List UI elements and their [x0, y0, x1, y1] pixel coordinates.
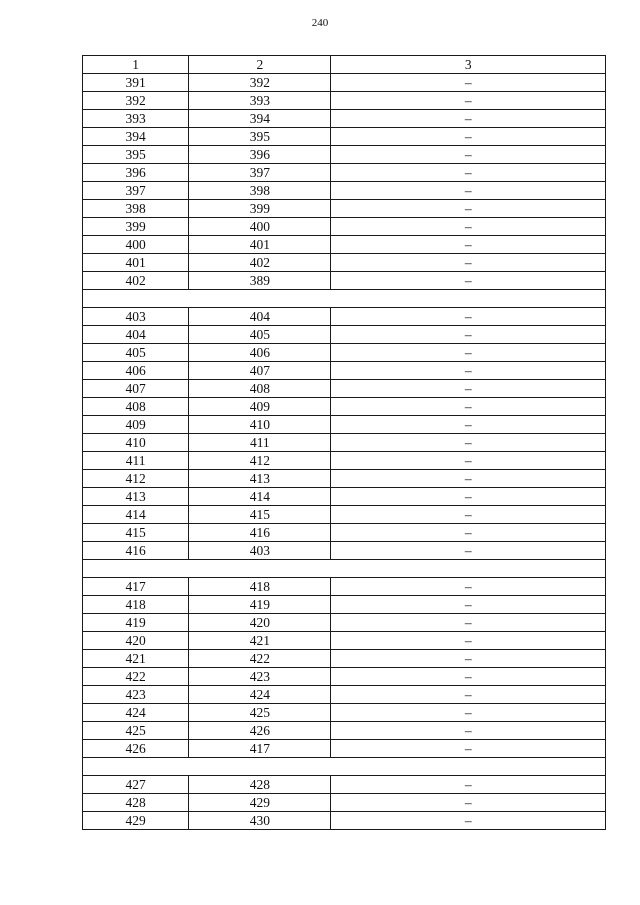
- table-cell-col-1: 423: [83, 686, 189, 704]
- table-cell-col-1: 396: [83, 164, 189, 182]
- table-row: [83, 326, 606, 344]
- group-separator-row: [83, 758, 606, 776]
- table-cell-col-1: 399: [83, 218, 189, 236]
- table-row: [83, 128, 606, 146]
- table-row: [83, 578, 606, 596]
- table-cell-col-2: 399: [189, 200, 331, 218]
- table-cell-col-2: 415: [189, 506, 331, 524]
- table-cell-col-1: 404: [83, 326, 189, 344]
- table-cell-col-3: –: [331, 74, 606, 92]
- table-cell-col-1: 418: [83, 596, 189, 614]
- table-cell-col-2: 412: [189, 452, 331, 470]
- table-cell-col-3: –: [331, 722, 606, 740]
- table-row: [83, 452, 606, 470]
- table-cell-col-1: 398: [83, 200, 189, 218]
- table-cell-col-2: 424: [189, 686, 331, 704]
- table-row: [83, 488, 606, 506]
- table-row: [83, 650, 606, 668]
- table-cell-col-3: –: [331, 686, 606, 704]
- table-cell-col-3: –: [331, 542, 606, 560]
- table-row: [83, 668, 606, 686]
- table-cell-col-2: 410: [189, 416, 331, 434]
- table-body: [83, 74, 606, 830]
- table-row: [83, 542, 606, 560]
- table-cell-col-3: –: [331, 416, 606, 434]
- column-header-1: 1: [83, 56, 189, 74]
- table-row: [83, 308, 606, 326]
- table-cell-col-2: 404: [189, 308, 331, 326]
- table-cell-col-3: –: [331, 596, 606, 614]
- table-cell-col-3: –: [331, 668, 606, 686]
- table-cell-col-2: 426: [189, 722, 331, 740]
- table-cell-col-1: 411: [83, 452, 189, 470]
- table-cell-col-1: 391: [83, 74, 189, 92]
- table-row: [83, 200, 606, 218]
- table-row: [83, 74, 606, 92]
- table-row: [83, 470, 606, 488]
- table-cell-col-2: 406: [189, 344, 331, 362]
- table-row: [83, 434, 606, 452]
- page-number: 240: [311, 17, 329, 29]
- table-cell-col-1: 412: [83, 470, 189, 488]
- table-cell-col-3: –: [331, 146, 606, 164]
- table-cell-col-1: 394: [83, 128, 189, 146]
- table-cell-col-3: –: [331, 272, 606, 290]
- table-row: [83, 380, 606, 398]
- table-cell-col-3: –: [331, 704, 606, 722]
- group-separator-cell: [83, 290, 606, 308]
- table-row: [83, 92, 606, 110]
- table-cell-col-3: –: [331, 614, 606, 632]
- table-cell-col-2: 422: [189, 650, 331, 668]
- table-cell-col-2: 393: [189, 92, 331, 110]
- table-cell-col-3: –: [331, 650, 606, 668]
- table-cell-col-1: 413: [83, 488, 189, 506]
- table-cell-col-3: –: [331, 632, 606, 650]
- table-row: [83, 182, 606, 200]
- table-cell-col-3: –: [331, 740, 606, 758]
- table-cell-col-1: 424: [83, 704, 189, 722]
- table-cell-col-1: 393: [83, 110, 189, 128]
- table-cell-col-2: 413: [189, 470, 331, 488]
- table-row: [83, 416, 606, 434]
- data-table: [82, 55, 606, 830]
- table-cell-col-3: –: [331, 308, 606, 326]
- table-cell-col-1: 400: [83, 236, 189, 254]
- table-cell-col-1: 421: [83, 650, 189, 668]
- table-row: [83, 524, 606, 542]
- table-cell-col-2: 419: [189, 596, 331, 614]
- table-cell-col-1: 426: [83, 740, 189, 758]
- table-cell-col-2: 425: [189, 704, 331, 722]
- table-cell-col-3: –: [331, 812, 606, 830]
- table-cell-col-2: 389: [189, 272, 331, 290]
- table-cell-col-2: 416: [189, 524, 331, 542]
- table-cell-col-1: 422: [83, 668, 189, 686]
- column-header-3: 3: [331, 56, 606, 74]
- table-row: [83, 254, 606, 272]
- table-row: [83, 236, 606, 254]
- table-cell-col-3: –: [331, 398, 606, 416]
- table-cell-col-1: 408: [83, 398, 189, 416]
- table-cell-col-3: –: [331, 470, 606, 488]
- table-cell-col-1: 402: [83, 272, 189, 290]
- group-separator-cell: [83, 758, 606, 776]
- table-cell-col-1: 419: [83, 614, 189, 632]
- table-cell-col-2: 418: [189, 578, 331, 596]
- table-cell-col-3: –: [331, 164, 606, 182]
- table-row: [83, 506, 606, 524]
- table-cell-col-2: 408: [189, 380, 331, 398]
- table-cell-col-1: 401: [83, 254, 189, 272]
- table-row: [83, 614, 606, 632]
- table-cell-col-3: –: [331, 362, 606, 380]
- table-cell-col-1: 403: [83, 308, 189, 326]
- table-row: [83, 362, 606, 380]
- table-cell-col-1: 406: [83, 362, 189, 380]
- table-row: [83, 218, 606, 236]
- table-cell-col-3: –: [331, 326, 606, 344]
- table-row: [83, 632, 606, 650]
- table-cell-col-2: 423: [189, 668, 331, 686]
- group-separator-row: [83, 560, 606, 578]
- table-row: [83, 794, 606, 812]
- table-cell-col-1: 409: [83, 416, 189, 434]
- table-cell-col-2: 402: [189, 254, 331, 272]
- table-cell-col-1: 429: [83, 812, 189, 830]
- table-cell-col-2: 428: [189, 776, 331, 794]
- table-cell-col-3: –: [331, 344, 606, 362]
- table-cell-col-3: –: [331, 578, 606, 596]
- table-cell-col-3: –: [331, 254, 606, 272]
- table-cell-col-3: –: [331, 794, 606, 812]
- table-cell-col-1: 405: [83, 344, 189, 362]
- table-cell-col-1: 427: [83, 776, 189, 794]
- table-cell-col-3: –: [331, 182, 606, 200]
- table-cell-col-2: 409: [189, 398, 331, 416]
- table-cell-col-3: –: [331, 488, 606, 506]
- table-cell-col-3: –: [331, 380, 606, 398]
- table-row: [83, 740, 606, 758]
- table-cell-col-2: 429: [189, 794, 331, 812]
- table-cell-col-2: 396: [189, 146, 331, 164]
- group-separator-row: [83, 290, 606, 308]
- table-cell-col-2: 407: [189, 362, 331, 380]
- table-cell-col-3: –: [331, 92, 606, 110]
- table-row: [83, 146, 606, 164]
- table-cell-col-3: –: [331, 218, 606, 236]
- table-cell-col-2: 398: [189, 182, 331, 200]
- table-cell-col-1: 425: [83, 722, 189, 740]
- table-cell-col-3: –: [331, 236, 606, 254]
- table-cell-col-2: 430: [189, 812, 331, 830]
- table-cell-col-1: 397: [83, 182, 189, 200]
- column-header-2: 2: [189, 56, 331, 74]
- table-row: [83, 704, 606, 722]
- table-cell-col-2: 403: [189, 542, 331, 560]
- table-row: [83, 398, 606, 416]
- group-separator-cell: [83, 560, 606, 578]
- table-cell-col-2: 421: [189, 632, 331, 650]
- table-cell-col-2: 400: [189, 218, 331, 236]
- table-cell-col-1: 407: [83, 380, 189, 398]
- table-row: [83, 110, 606, 128]
- table-cell-col-1: 417: [83, 578, 189, 596]
- table-row: [83, 164, 606, 182]
- table-cell-col-1: 428: [83, 794, 189, 812]
- table-cell-col-2: 405: [189, 326, 331, 344]
- table-cell-col-2: 394: [189, 110, 331, 128]
- table-cell-col-1: 410: [83, 434, 189, 452]
- table-cell-col-1: 414: [83, 506, 189, 524]
- table-cell-col-2: 420: [189, 614, 331, 632]
- table-row: [83, 722, 606, 740]
- table-cell-col-2: 401: [189, 236, 331, 254]
- table-row: [83, 344, 606, 362]
- table-cell-col-1: 420: [83, 632, 189, 650]
- table-row: [83, 776, 606, 794]
- table-cell-col-3: –: [331, 434, 606, 452]
- table-cell-col-3: –: [331, 128, 606, 146]
- table-cell-col-3: –: [331, 524, 606, 542]
- table-cell-col-2: 411: [189, 434, 331, 452]
- table-row: [83, 812, 606, 830]
- table-cell-col-3: –: [331, 200, 606, 218]
- table-cell-col-2: 417: [189, 740, 331, 758]
- table-cell-col-2: 397: [189, 164, 331, 182]
- table-cell-col-1: 395: [83, 146, 189, 164]
- table-cell-col-3: –: [331, 110, 606, 128]
- table-cell-col-3: –: [331, 776, 606, 794]
- table-cell-col-1: 416: [83, 542, 189, 560]
- table-row: [83, 596, 606, 614]
- table-cell-col-3: –: [331, 452, 606, 470]
- table-row: [83, 272, 606, 290]
- table-cell-col-2: 395: [189, 128, 331, 146]
- table-cell-col-3: –: [331, 506, 606, 524]
- table-row: [83, 686, 606, 704]
- table-cell-col-1: 415: [83, 524, 189, 542]
- table-cell-col-1: 392: [83, 92, 189, 110]
- table-cell-col-2: 392: [189, 74, 331, 92]
- table-cell-col-2: 414: [189, 488, 331, 506]
- table-header-row: [83, 56, 606, 74]
